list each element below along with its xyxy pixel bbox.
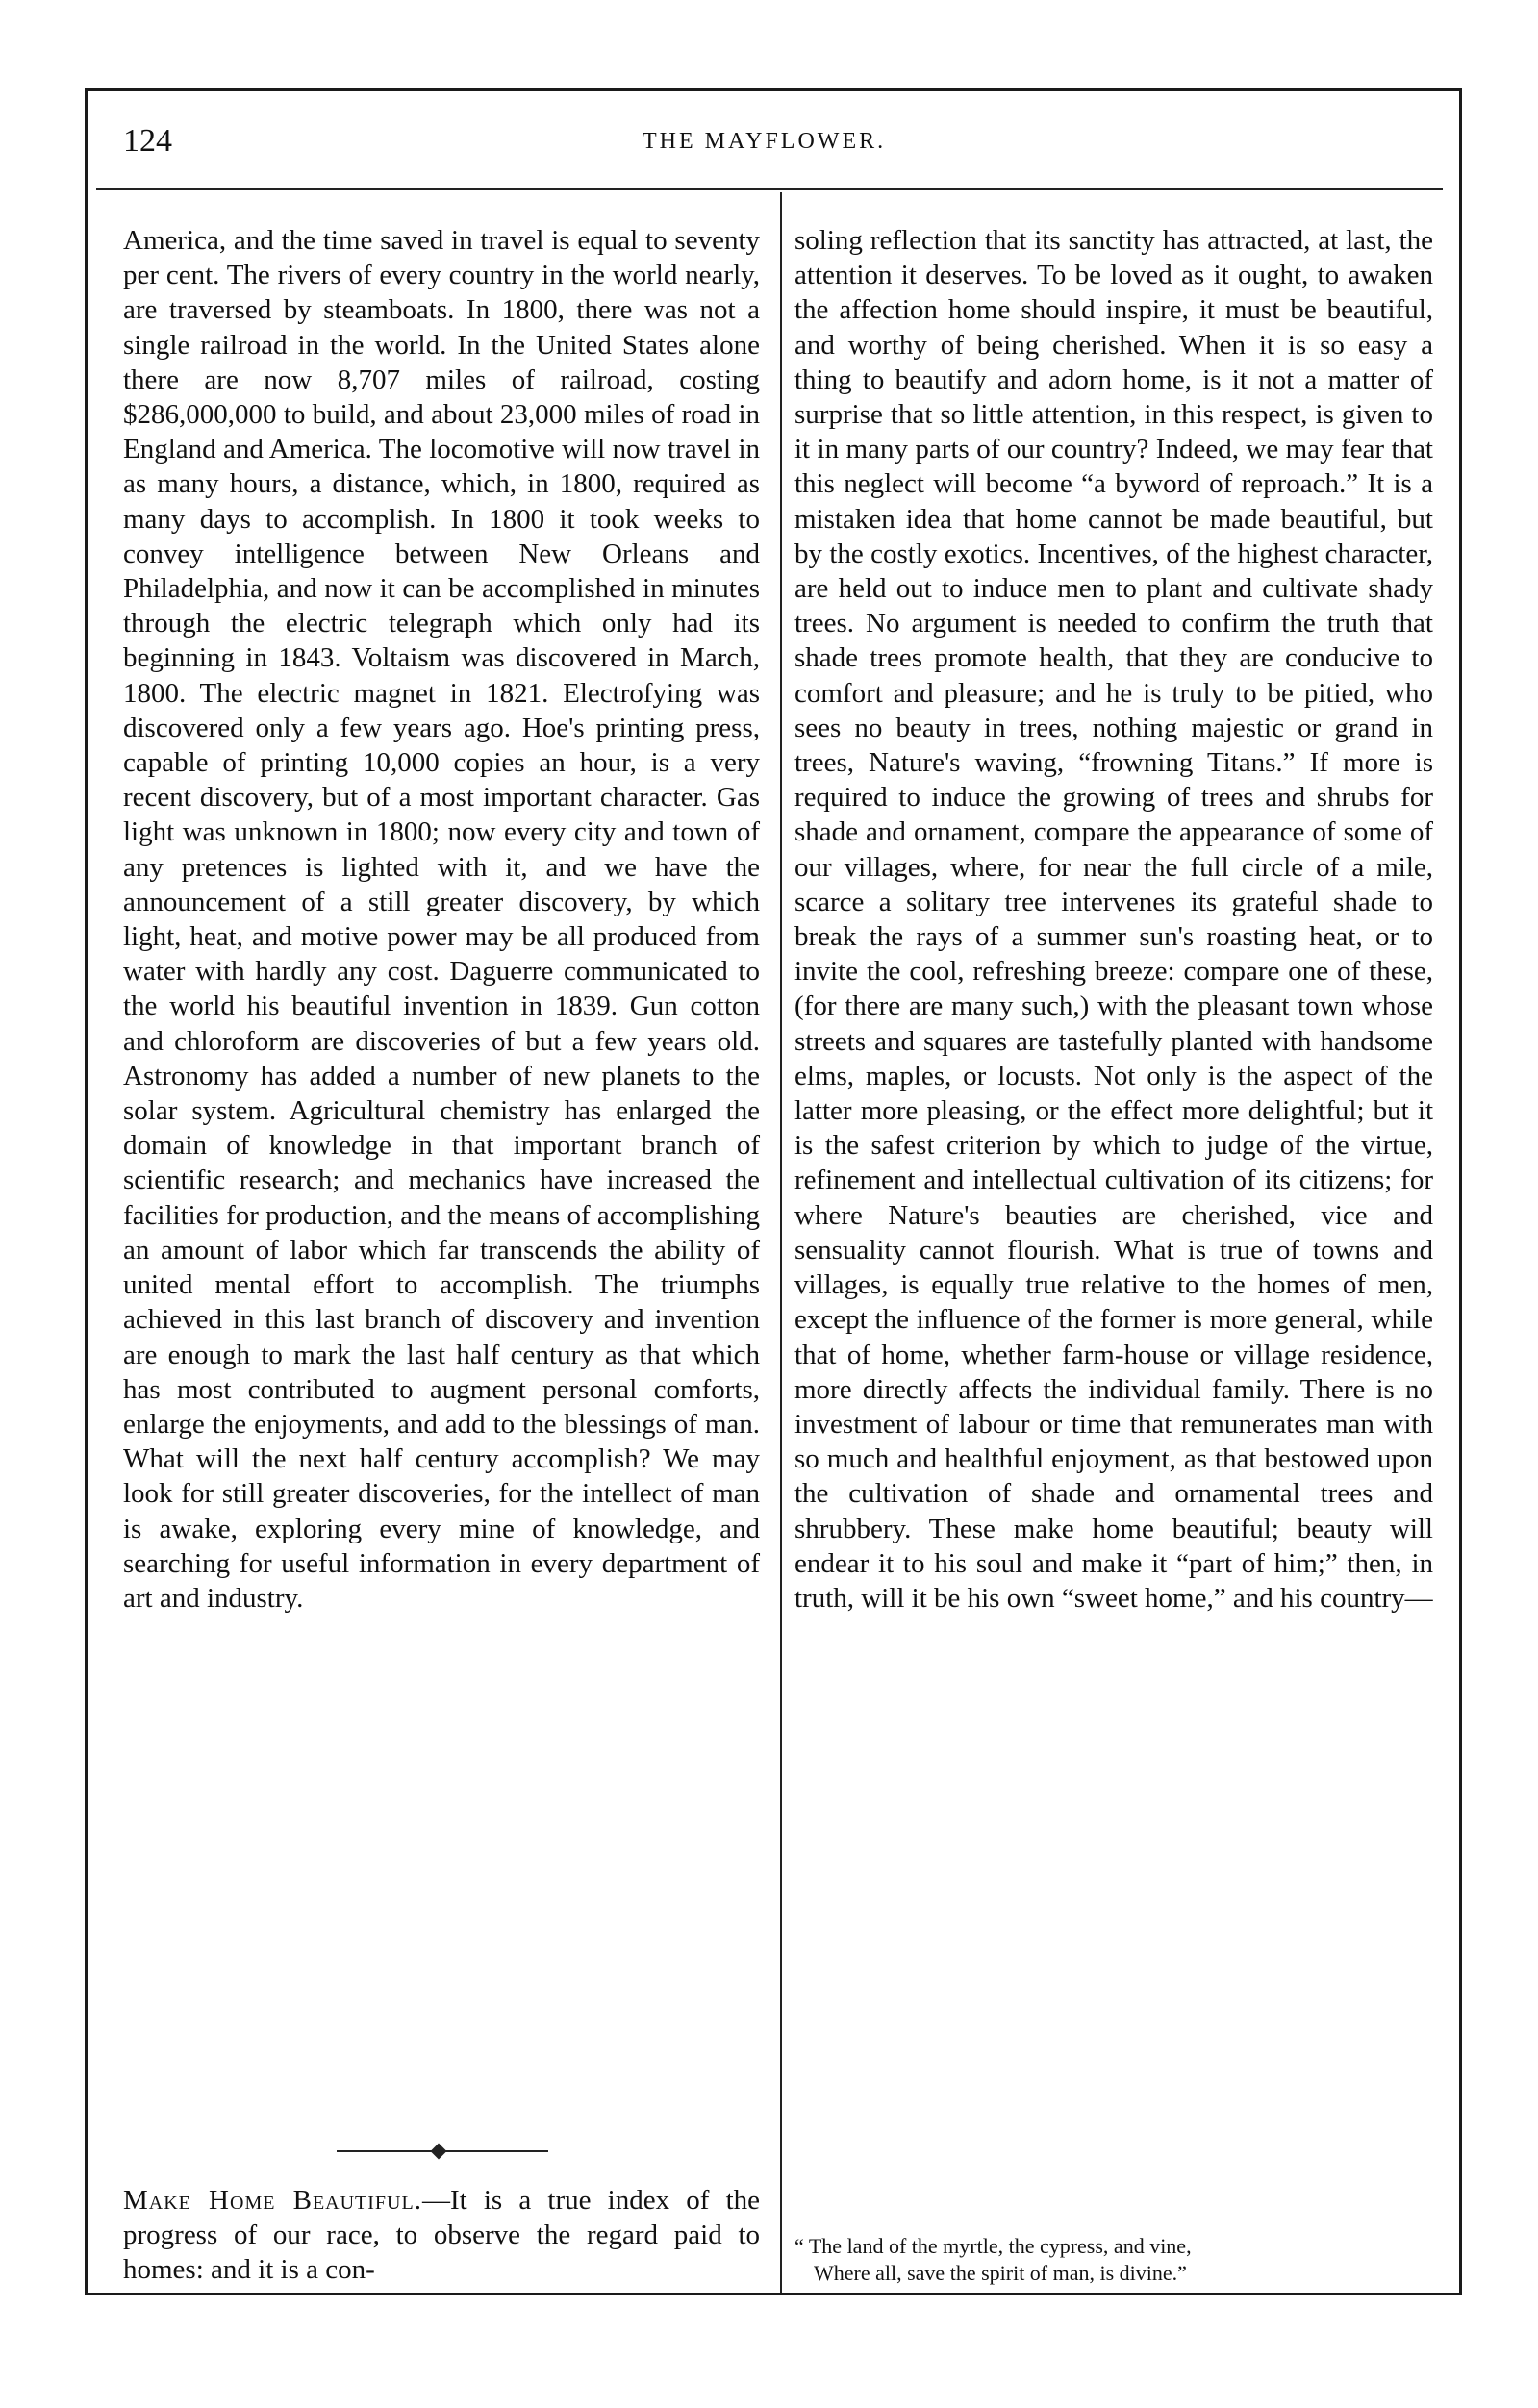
quotation-line-1: “ The land of the myrtle, the cypress, and vine, (794, 2234, 1192, 2258)
article-opening-text: —It is a true index of the progress of our race, to observe the regard paid to homes: and it is a con- (123, 2185, 760, 2286)
right-border-rule (1459, 88, 1462, 2295)
closing-quotation (794, 2233, 1433, 2287)
left-column-text: America, and the time saved in travel is equal to seventy per cent. The rivers of every country in the world nearly, are traversed by steamboats. In 1800, there was not a single railroad in the world. In the United States alone there are now 8,707 miles of railroad, costing $286,000,000 to build, and about 23,000 miles of road in England and America. The locomotive will now travel in as many hours, a distance, which, in 1800, required as many days to accomplish. In 1800 it took weeks to convey intelligence between New Orleans and Philadelphia, and now it can be accomplished in minutes through the electric telegraph which only had its beginning in 1843. Voltaism was discovered in March, 1800. The electric magnet in 1821. Electrofying was discovered only a few years ago. Hoe's printing press, capable of printing 10,000 copies an hour, is a very recent discovery, but of a most important character. Gas light was unknown in 1800; now every city and town of any pretences is lighted with it, and we have the announcement of a still greater discovery, by which light, heat, and motive power may be all produced from water with hardly any cost. Daguerre communicated to the world his beautiful invention in 1839. Gun cotton and chloroform are discoveries of but a few years old. Astronomy has added a number of new planets to the solar system. Agricultural chemistry has enlarged the domain of knowledge in that important branch of scientific research; and mechanics have increased the facilities for production, and the means of accomplishing an amount of labor which far transcends the ability of united mental effort to accomplish. The triumphs achieved in this last branch of discovery and invention are enough to mark the last half century as that which has most contributed to augment personal comforts, enlarge the enjoyments, and add to the blessings of man. What will the next half century accomplish? We may look for still greater discoveries, for the intellect of man is awake, exploring every mine of knowledge, and searching for useful information in every department of art and industry. (123, 225, 760, 1614)
bottom-border-rule (85, 2293, 1462, 2295)
top-border-rule (85, 88, 1462, 91)
right-column-text: soling reflection that its sanctity has attracted, at last, the attention it deserves. To be loved as it ought, to awaken the affection home should inspire, it must be beautiful, and worthy of being cherished. When it is so easy a thing to beautify and adorn home, is it not a matter of surprise that so little attention, in this respect, is given to it in many parts of our country? Indeed, we may fear that this neglect will become “a byword of reproach.” It is a mistaken idea that home cannot be made beautiful, but by the costly exotics. Incentives, of the highest character, are held out to induce men to plant and cultivate shady trees. No argument is needed to confirm the truth that shade trees promote health, that they are conducive to comfort and pleasure; and he is truly to be pitied, who sees no beauty in trees, nothing majestic or grand in trees, Nature's waving, “frowning Titans.” If more is required to induce the growing of trees and shrubs for shade and ornament, compare the appearance of some of our villages, where, for near the full circle of a mile, scarce a solitary tree intervenes its grateful shade to break the rays of a summer sun's roasting heat, or to invite the cool, refreshing breeze: compare one of these, (for there are many such,) with the pleasant town whose streets and squares are tastefully planted with handsome elms, maples, or locusts. Not only is the aspect of the latter more pleasing, or the effect more delightful; but it is the safest criterion by which to judge of the virtue, refinement and intellectual cultivation of its citizens; for where Nature's beauties are cherished, vice and sensuality cannot flourish. What is true of towns and villages, is equally true relative to the homes of men, except the influence of the former is more general, while that of home, whether farm-house or village residence, more directly affects the individual family. There is no investment of labour or time that remunerates man with so much and healthful enjoyment, as that bestowed upon the cultivation of shade and ornamental trees and shrubbery. These make home beautiful; beauty will endear it to his soul and make it “part of him;” then, in truth, will it be his own “sweet home,” and his country— (794, 225, 1433, 1614)
article-title: Make Home Beautiful. (123, 2185, 422, 2216)
page-header (123, 123, 1441, 162)
left-column (123, 223, 760, 1616)
header-rule (96, 188, 1443, 190)
page-number: 124 (123, 123, 172, 159)
quotation-line-2: Where all, save the spirit of man, is divine.” (814, 2261, 1187, 2285)
left-border-rule (85, 88, 88, 2295)
column-divider (780, 192, 782, 2293)
section-divider-ornament (337, 2145, 548, 2158)
running-title: THE MAYFLOWER. (643, 129, 887, 154)
right-column (794, 223, 1433, 1616)
article-opening (123, 2183, 760, 2288)
